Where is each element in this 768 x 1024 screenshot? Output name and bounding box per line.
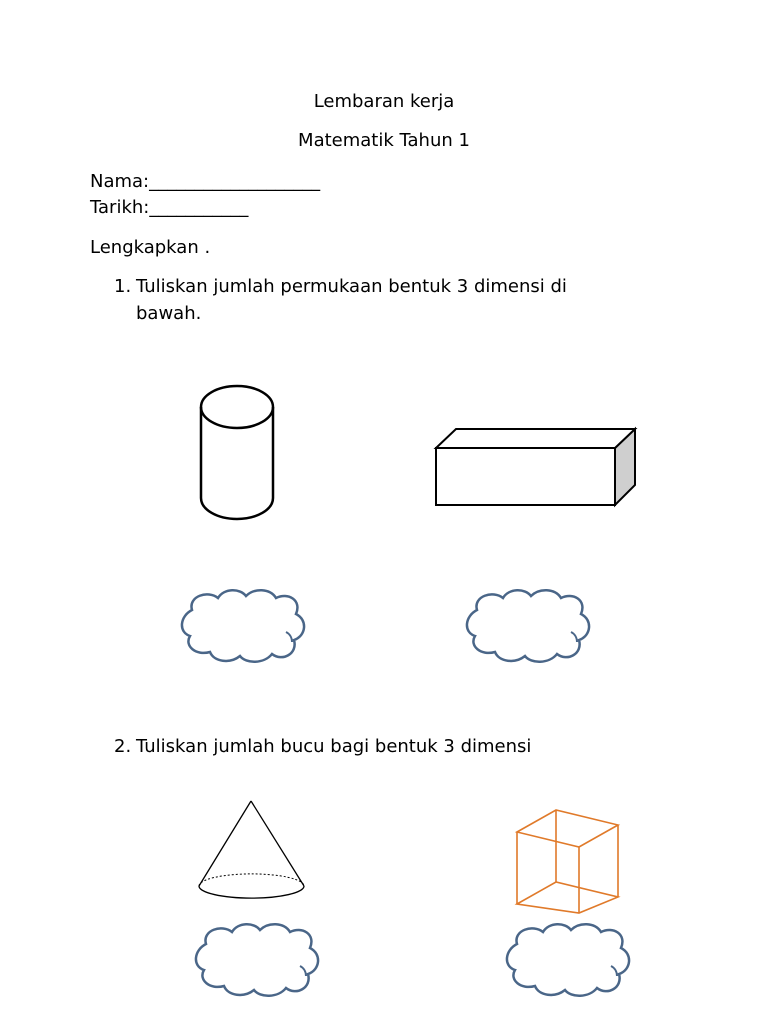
page-title: Lembaran kerja [313, 91, 455, 112]
page-subtitle: Matematik Tahun 1 [298, 130, 470, 151]
cone-icon [194, 798, 310, 914]
question-2-number: 2. [114, 736, 132, 757]
answer-cloud-1a[interactable] [178, 586, 308, 664]
cube-icon [512, 805, 622, 915]
question-2-text-line1: Tuliskan jumlah bucu bagi bentuk 3 dimensi [136, 736, 532, 757]
date-field[interactable]: Tarikh:___________ [90, 197, 249, 218]
question-1-text-line2: bawah. [136, 303, 202, 324]
cuboid-icon [432, 426, 642, 512]
name-field[interactable]: Nama:___________________ [90, 171, 321, 192]
answer-cloud-1b[interactable] [463, 586, 593, 664]
instruction-text: Lengkapkan . [90, 237, 211, 258]
question-1-text-line1: Tuliskan jumlah permukaan bentuk 3 dimensi di [136, 276, 567, 297]
cylinder-icon [198, 384, 278, 524]
question-1-number: 1. [114, 276, 132, 297]
answer-cloud-2a[interactable] [192, 920, 322, 998]
answer-cloud-2b[interactable] [503, 920, 633, 998]
